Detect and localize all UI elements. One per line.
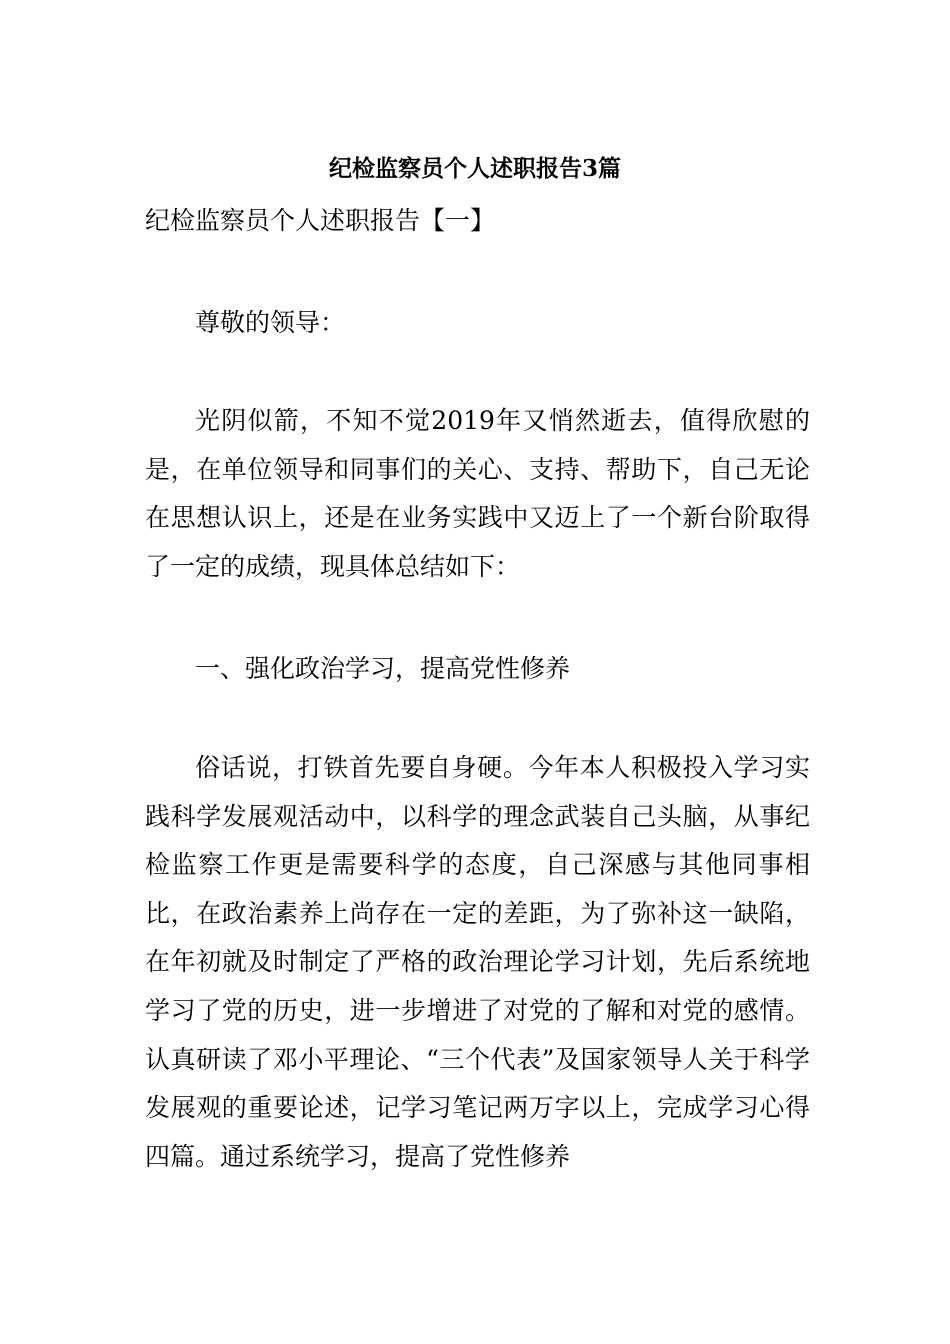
greeting-paragraph: 尊敬的领导： [195, 308, 346, 337]
section-heading-1: 一、强化政治学习，提高党性修养 [195, 654, 571, 683]
intro-paragraph: 光阴似箭，不知不觉2019年又悄然逝去，值得欣慰的是，在单位领导和同事们的关心、支持、帮助下，自己无论在思想认识上，还是在业务实践中又迈上了一个新台阶取得了一定的成绩，现具体总结如下： [145, 406, 810, 581]
document-title: 纪检监察员个人述职报告3篇 [328, 155, 621, 182]
section-title: 纪检监察员个人述职报告【一】 [145, 206, 496, 235]
body-paragraph-1: 俗话说，打铁首先要自身硬。今年本人积极投入学习实践科学发展观活动中，以科学的理念武装自己头脑，从事纪检监察工作更是需要科学的态度，自己深感与其他同事相比，在政治素养上尚存在一定的差距，为了弥补这一缺陷，在年初就及时制定了严格的政治理论学习计划，先后系统地学习了党的历史，进一步增进了对党的了解和对党的感情。认真研读了邓小平理论、“三个代表”及国家领导人关于科学发展观的重要论述，记学习笔记两万字以上，完成学习心得四篇。通过系统学习，提高了党性修养 [145, 753, 810, 1171]
